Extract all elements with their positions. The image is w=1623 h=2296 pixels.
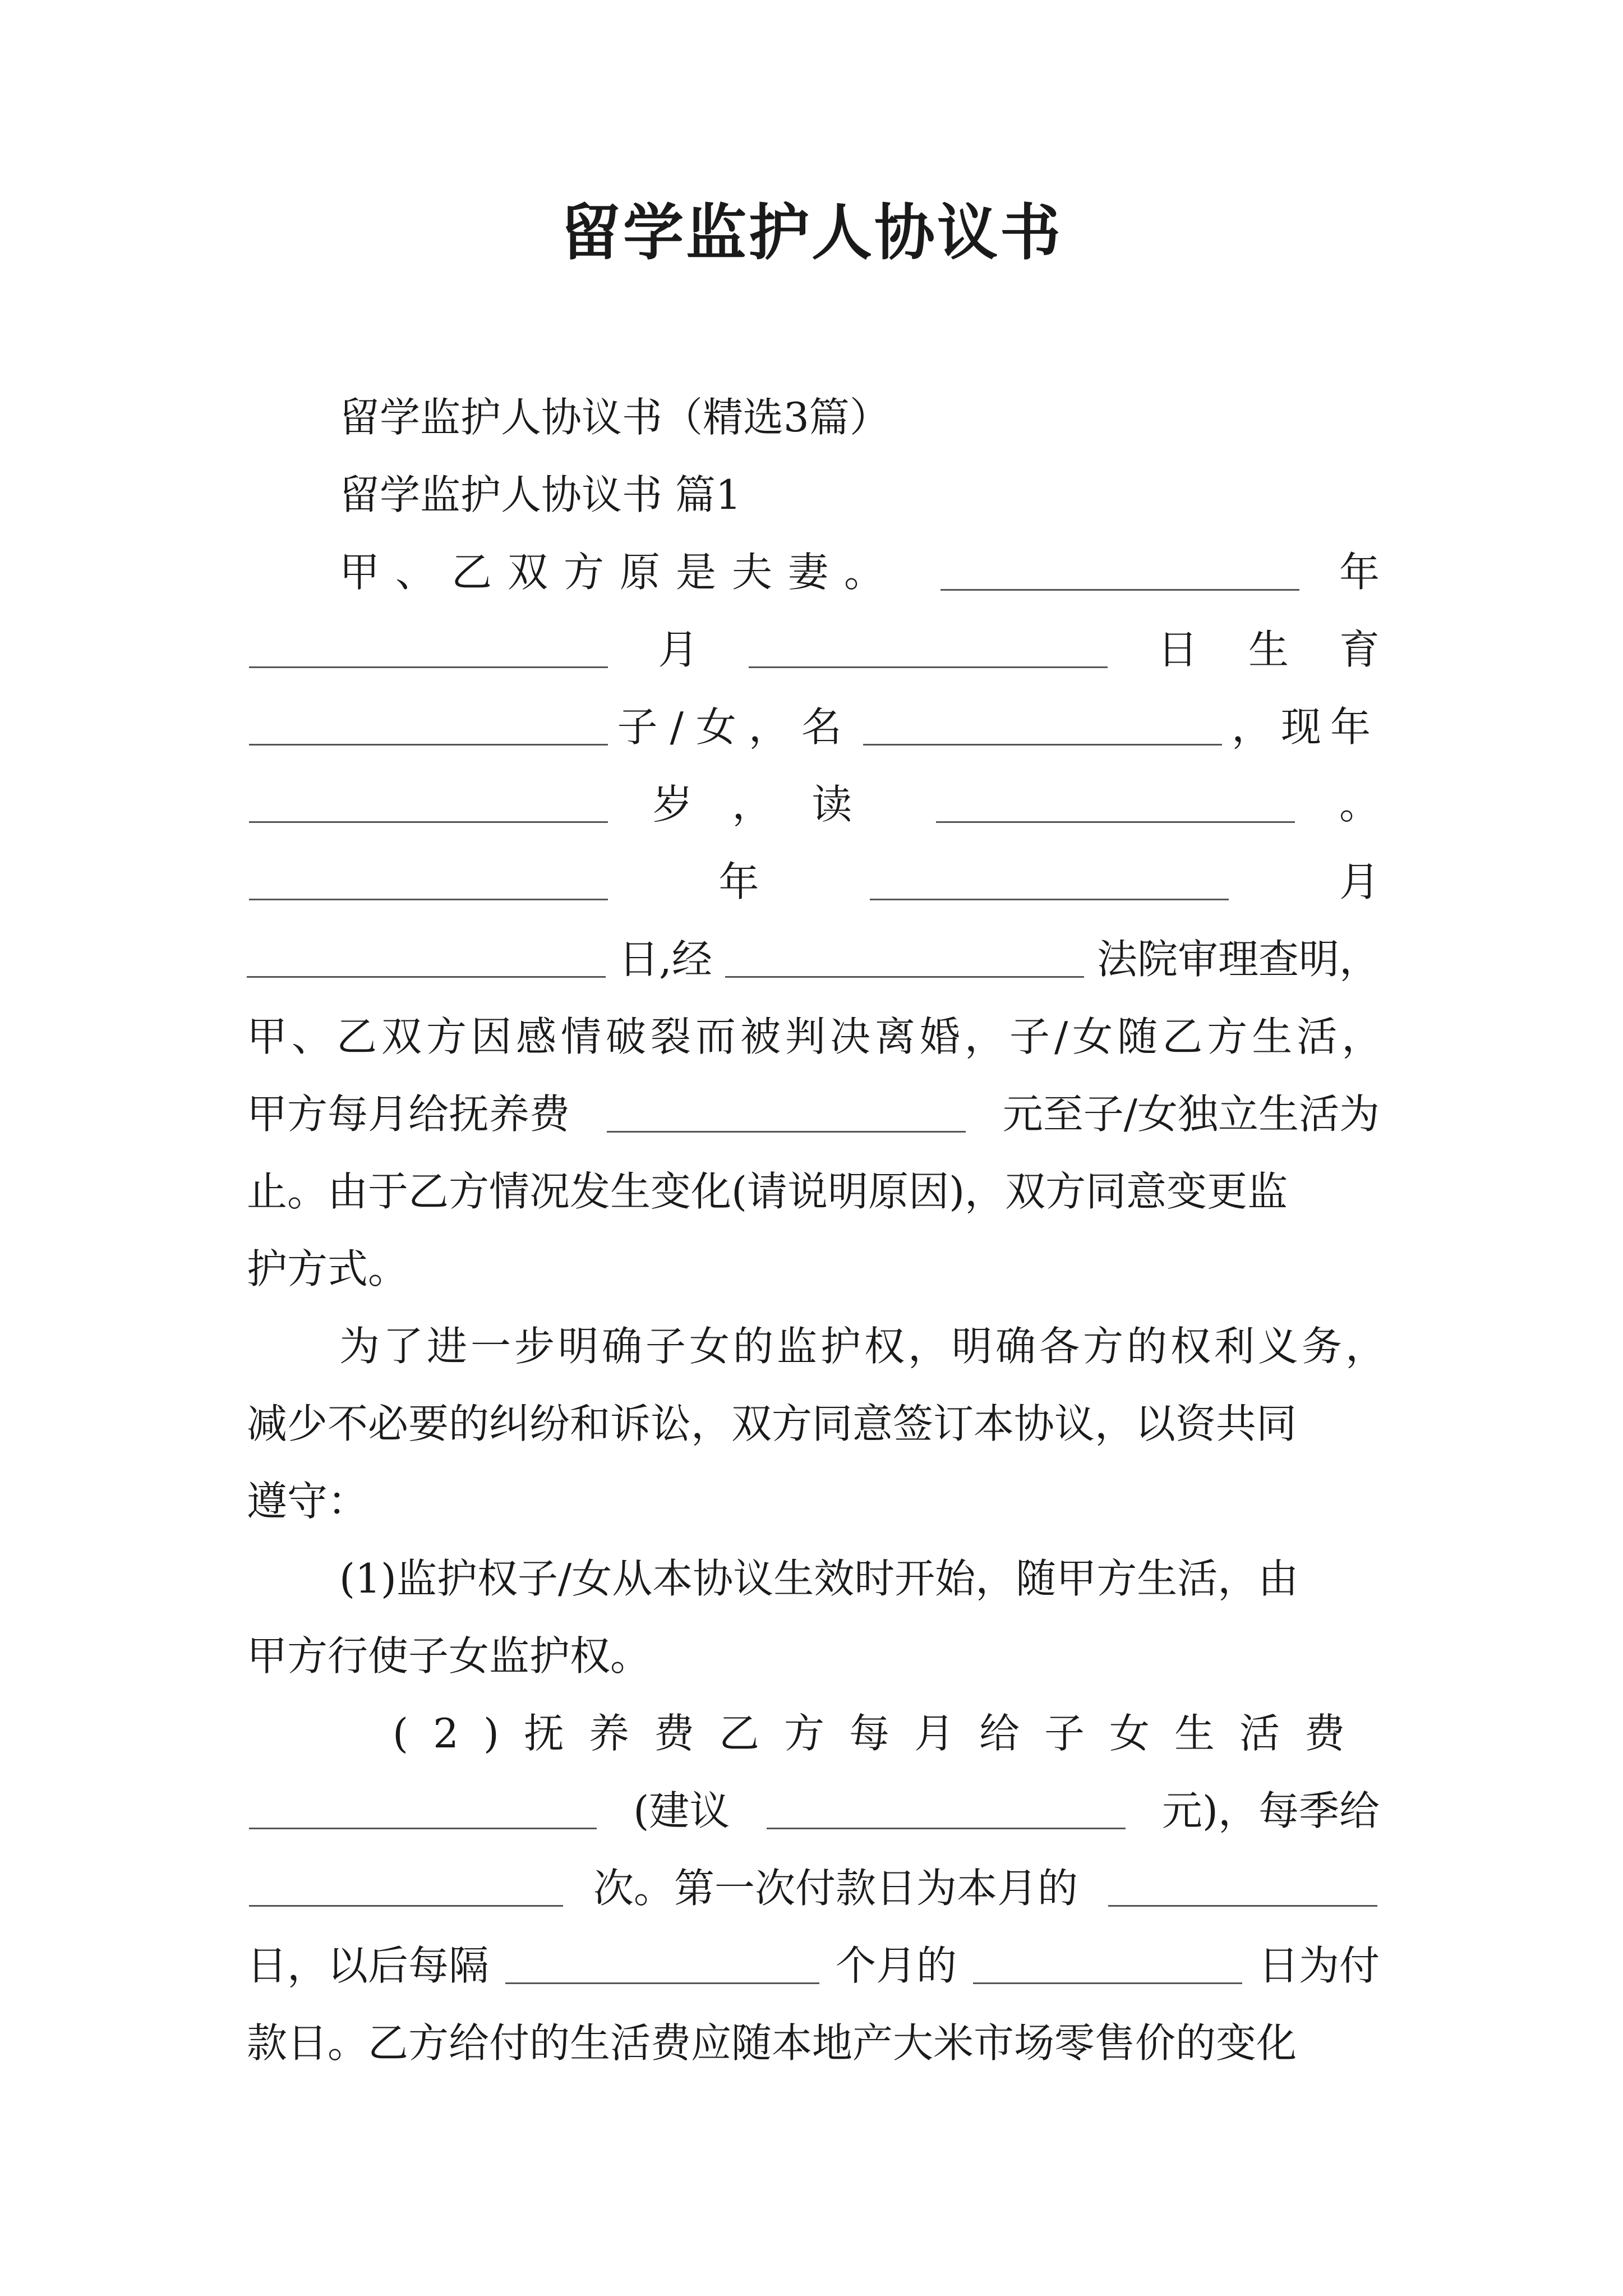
paragraph-1-line-3 bbox=[247, 688, 1380, 766]
text: 日,经 bbox=[619, 936, 712, 983]
text: 止。由于乙方情况发生变化(请说明原因)，双方同意变更监 bbox=[247, 1168, 1288, 1215]
text: 年 bbox=[1339, 549, 1380, 596]
subtitle-text: 留学监护人协议书（精选3篇） bbox=[339, 394, 890, 441]
text: 元至子/女独立生活为 bbox=[1002, 1091, 1380, 1138]
paragraph-1-line-9 bbox=[247, 1153, 1380, 1230]
text: (2)抚养费乙方每月给子女生活费 bbox=[393, 1710, 1370, 1757]
text: 。 bbox=[1339, 781, 1380, 828]
section-heading-text: 留学监护人协议书 篇1 bbox=[339, 471, 741, 518]
text: 甲方每月给抚养费 bbox=[247, 1091, 570, 1138]
text: 甲、乙双方因感情破裂而被判决离婚，子/女随乙方生活， bbox=[247, 1013, 1387, 1060]
paragraph-2-line-2 bbox=[247, 1385, 1380, 1462]
paragraph-2-line-3 bbox=[247, 1462, 1380, 1540]
paragraph-1-line-4 bbox=[247, 766, 1380, 843]
blank-field bbox=[247, 941, 606, 978]
text: (1)监护权子/女从本协议生效时开始，随甲方生活，由 bbox=[339, 1555, 1299, 1602]
text: 元)，每季给 bbox=[1161, 1787, 1380, 1834]
blank-field bbox=[725, 941, 1084, 978]
blank-field bbox=[940, 554, 1299, 591]
paragraph-4-line-3 bbox=[247, 1849, 1380, 1927]
blank-field bbox=[249, 1793, 597, 1829]
text: (建议 bbox=[633, 1787, 730, 1834]
paragraph-3-line-2 bbox=[247, 1617, 1380, 1695]
text: 年 bbox=[718, 858, 759, 905]
text: 甲、乙双方原是夫妻。 bbox=[339, 549, 901, 596]
subtitle bbox=[247, 379, 1380, 456]
text: 日为付 bbox=[1258, 1942, 1380, 1989]
blank-field bbox=[936, 786, 1295, 823]
blank-field bbox=[767, 1793, 1126, 1829]
text: 减少不必要的纠纷和诉讼，双方同意签订本协议，以资共同 bbox=[247, 1400, 1297, 1447]
text: ，现年 bbox=[1231, 703, 1380, 751]
text: 护方式。 bbox=[247, 1245, 409, 1292]
text: 为了进一步明确子女的监护权，明确各方的权利义务， bbox=[339, 1323, 1390, 1370]
paragraph-3-line-1 bbox=[247, 1540, 1380, 1617]
paragraph-1-line-7 bbox=[247, 998, 1387, 1075]
document-title: 留学监护人协议书 bbox=[560, 197, 1063, 268]
paragraph-4-line-1 bbox=[247, 1695, 1380, 1772]
text: 次。第一次付款日为本月的 bbox=[593, 1865, 1078, 1912]
blank-field bbox=[870, 864, 1229, 900]
text: 子/女，名 bbox=[617, 703, 854, 751]
text: 月 bbox=[1339, 858, 1380, 905]
text: 遵守： bbox=[247, 1478, 368, 1525]
paragraph-1-line-5 bbox=[247, 843, 1380, 921]
paragraph-1-line-10 bbox=[247, 1230, 1380, 1308]
text: 个月的 bbox=[835, 1942, 957, 1989]
blank-field bbox=[249, 864, 608, 900]
blank-field bbox=[249, 632, 608, 668]
blank-field bbox=[249, 1870, 563, 1907]
text: 日，以后每隔 bbox=[247, 1942, 490, 1989]
text: 月 bbox=[658, 626, 699, 673]
blank-field bbox=[749, 632, 1108, 668]
paragraph-1-line-6 bbox=[247, 921, 1380, 998]
blank-field bbox=[607, 1096, 966, 1133]
paragraph-2-line-1 bbox=[247, 1308, 1390, 1385]
paragraph-1-line-8 bbox=[247, 1075, 1380, 1153]
paragraph-4-line-5 bbox=[247, 2004, 1380, 2082]
blank-field bbox=[249, 786, 608, 823]
section-heading bbox=[247, 456, 1380, 533]
blank-field bbox=[863, 709, 1222, 746]
paragraph-1-line-1 bbox=[247, 533, 1380, 611]
blank-field bbox=[1108, 1870, 1377, 1907]
paragraph-4-line-4 bbox=[247, 1927, 1380, 2004]
blank-field bbox=[249, 709, 608, 746]
text: 款日。乙方给付的生活费应随本地产大米市场零售价的变化 bbox=[247, 2019, 1297, 2067]
text: 日生育 bbox=[1157, 626, 1430, 673]
blank-field bbox=[505, 1948, 819, 1984]
text: 甲方行使子女监护权。 bbox=[247, 1632, 651, 1680]
text: 法院审理查明， bbox=[1096, 936, 1380, 983]
paragraph-1-line-2 bbox=[247, 611, 1430, 688]
text: 岁，读 bbox=[652, 781, 892, 828]
paragraph-4-line-2 bbox=[247, 1772, 1380, 1849]
blank-field bbox=[973, 1948, 1242, 1984]
